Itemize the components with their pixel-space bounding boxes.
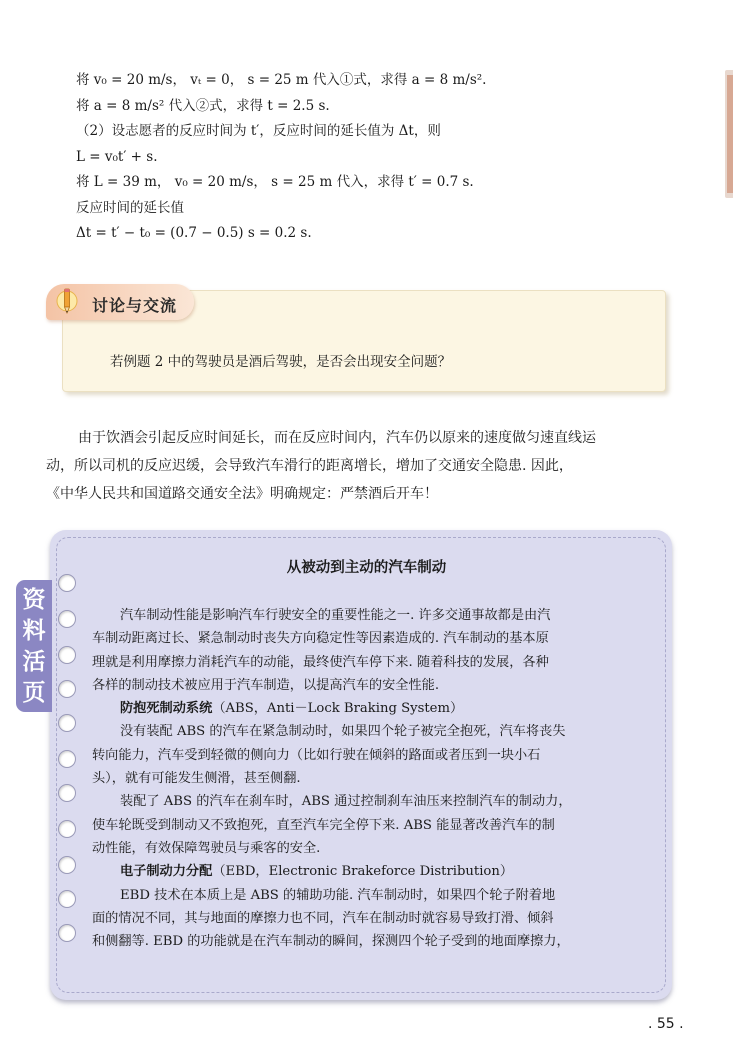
reference-p3-line-2: 使车轮既受到制动又不致抱死，直至汽车完全停下来. ABS 能显著改善汽车的制: [92, 817, 555, 833]
solution-line-7: Δt = t′ − t₀ = (0.7 − 0.5) s = 0.2 s.: [76, 225, 312, 241]
reference-p1-line-3: 理就是利用摩擦力消耗汽车的动能，最终使汽车停下来. 随着科技的发展，各种: [92, 654, 549, 670]
ebd-heading: [92, 860, 662, 883]
reference-p1-line-1: 汽车制动性能是影响汽车行驶安全的重要性能之一. 许多交通事故都是由汽: [120, 608, 551, 623]
binder-ring: [58, 784, 76, 802]
binder-ring: [58, 646, 76, 664]
binder-ring: [58, 680, 76, 698]
reference-p4-line-3: 和侧翻等. EBD 的功能就是在汽车制动的瞬间，探测四个轮子受到的地面摩擦力，: [92, 934, 570, 950]
reference-p1-line-2: 车制动距离过长、紧急制动时丧失方向稳定性等因素造成的. 汽车制动的基本原: [92, 631, 549, 647]
reference-body: [92, 604, 662, 953]
pencil-icon: [56, 286, 78, 316]
reference-label-char-3: 活: [22, 649, 46, 675]
binder-ring: [58, 890, 76, 908]
reference-p3-line-3: 动性能，有效保障驾驶员与乘客的安全.: [92, 840, 321, 856]
discussion-question: 若例题 2 中的驾驶员是酒后驾驶，是否会出现安全问题？: [110, 354, 452, 370]
binder-ring: [58, 714, 76, 732]
reference-p4-line-2: 面的情况不同，其与地面的摩擦力也不同，汽车在制动时就容易导致打滑、倾斜: [92, 910, 554, 926]
binder-ring: [58, 610, 76, 628]
reference-label: [16, 580, 52, 712]
reference-label-char-2: 料: [22, 618, 46, 644]
reference-p3-line-1: 装配了 ABS 的汽车在刹车时，ABS 通过控制刹车油压来控制汽车的制动力，: [120, 794, 572, 810]
paragraph-line-1: 由于饮酒会引起反应时间延长，而在反应时间内，汽车仍以原来的速度做匀速直线运: [78, 430, 596, 446]
ebd-heading-title: 电子制动力分配: [120, 864, 213, 880]
body-paragraph: [46, 424, 686, 508]
reference-p2-line-3: 头），就有可能发生侧滑，甚至侧翻.: [92, 771, 301, 787]
solution-line-4: L = v₀t′ + s.: [76, 148, 158, 165]
abs-heading: [92, 697, 662, 720]
reference-label-char-1: 资: [22, 587, 46, 613]
solution-line-3: （2）设志愿者的反应时间为 t′，反应时间的延长值为 Δt，则: [76, 123, 441, 139]
binder-ring: [58, 820, 76, 838]
solution-block: [76, 68, 696, 247]
solution-line-1: 将 v₀ = 20 m/s， vₜ = 0， s = 25 m 代入①式，求得 a = 8 m/s².: [76, 72, 487, 88]
binder-ring: [58, 750, 76, 768]
solution-line-5: 将 L = 39 m， v₀ = 20 m/s， s = 25 m 代入，求得 t′ = 0.7 s.: [76, 174, 474, 190]
binder-ring: [58, 856, 76, 874]
reference-p1-line-4: 各样的制动技术被应用于汽车制造，以提高汽车的安全性能.: [92, 677, 440, 693]
discussion-title: 讨论与交流: [92, 296, 178, 315]
binder-ring: [58, 924, 76, 942]
reference-p2-line-2: 转向能力，汽车受到轻微的侧向力（比如行驶在倾斜的路面或者压到一块小石: [92, 747, 541, 763]
abs-heading-english: （ABS，Anti－Lock Braking System）: [212, 701, 464, 717]
paragraph-line-3: 《中华人民共和国道路交通安全法》明确规定：严禁酒后开车！: [46, 486, 438, 502]
binder-rings: [58, 574, 82, 944]
reference-p2-line-1: 没有装配 ABS 的汽车在紧急制动时，如果四个轮子被完全抱死，汽车将丧失: [120, 724, 566, 740]
solution-line-6: 反应时间的延长值: [76, 199, 184, 216]
reference-label-char-4: 页: [22, 680, 46, 706]
paragraph-line-2: 动，所以司机的反应迟缓，会导致汽车滑行的距离增长，增加了交通安全隐患. 因此，: [46, 458, 573, 474]
side-tab-accent: [727, 75, 733, 193]
reference-p4-line-1: EBD 技术在本质上是 ABS 的辅助功能. 汽车制动时，如果四个轮子附着地: [120, 887, 556, 903]
reference-title: 从被动到主动的汽车制动: [286, 560, 447, 576]
solution-line-2: 将 a = 8 m/s² 代入②式，求得 t = 2.5 s.: [76, 97, 330, 114]
ebd-heading-english: （EBD，Electronic Brakeforce Distribution）: [212, 864, 514, 880]
abs-heading-title: 防抱死制动系统: [120, 701, 213, 717]
page-number: . 55 .: [648, 1016, 684, 1032]
